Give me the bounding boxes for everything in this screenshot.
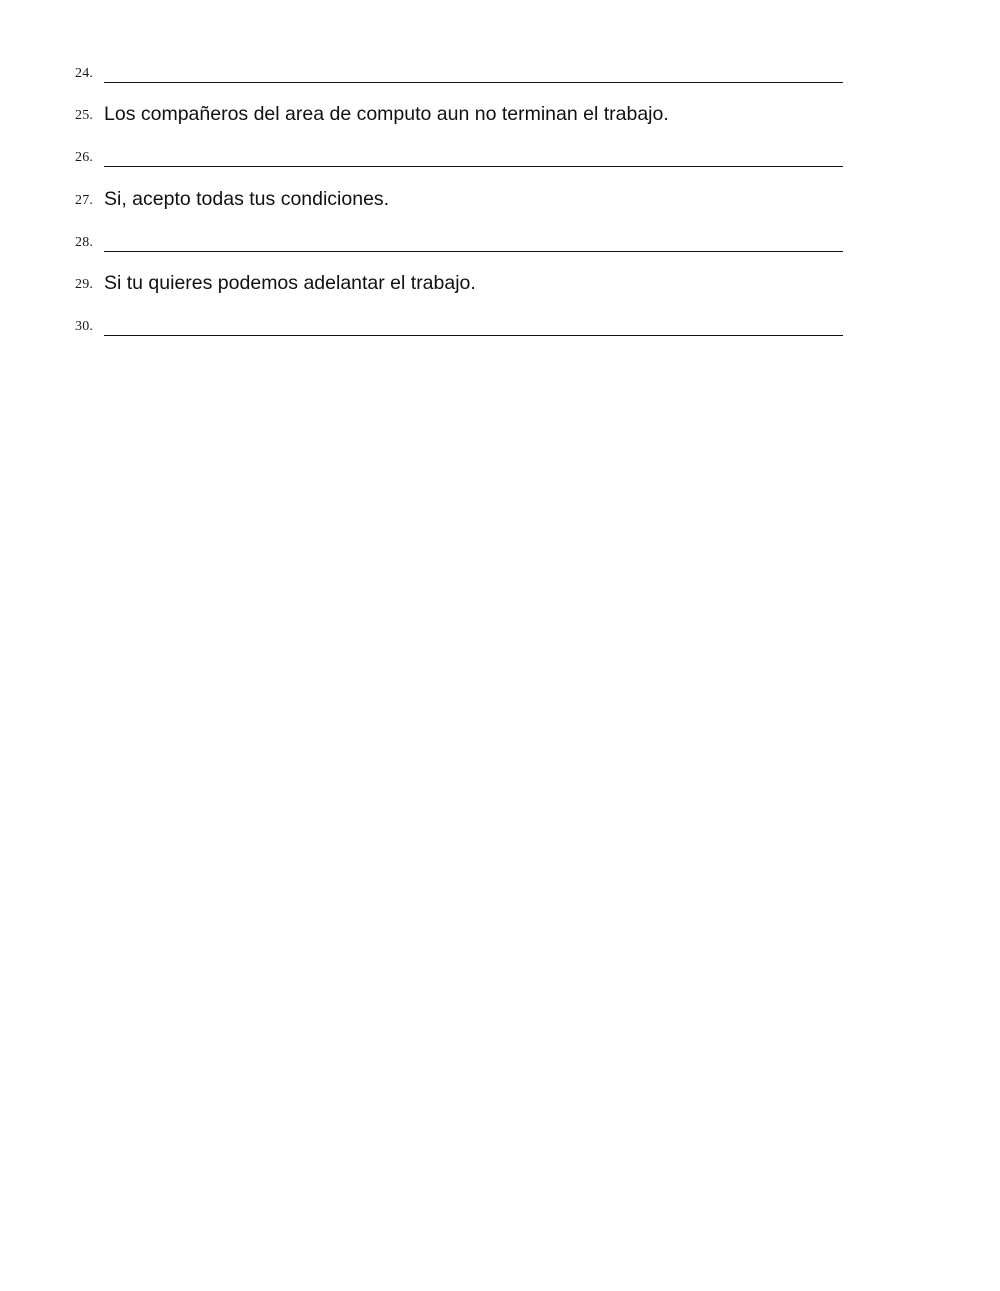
item-30 bbox=[0, 305, 1000, 339]
item-sentence: Los compañeros del area de computo aun no terminan el trabajo. bbox=[104, 103, 669, 125]
item-number: 30. bbox=[75, 319, 94, 334]
answer-blank[interactable] bbox=[104, 335, 843, 336]
item-24 bbox=[0, 52, 1000, 86]
item-26 bbox=[0, 136, 1000, 170]
item-number: 28. bbox=[75, 235, 94, 250]
item-sentence: Si tu quieres podemos adelantar el trabajo. bbox=[104, 272, 476, 294]
answer-blank[interactable] bbox=[104, 251, 843, 252]
item-number: 26. bbox=[75, 150, 94, 165]
item-28 bbox=[0, 221, 1000, 255]
item-number: 27. bbox=[75, 193, 94, 208]
item-number: 29. bbox=[75, 277, 94, 292]
item-number: 25. bbox=[75, 108, 94, 123]
item-number: 24. bbox=[75, 66, 94, 81]
item-29 bbox=[0, 263, 1000, 297]
item-25 bbox=[0, 94, 1000, 128]
item-27 bbox=[0, 179, 1000, 213]
answer-blank[interactable] bbox=[104, 82, 843, 83]
answer-blank[interactable] bbox=[104, 166, 843, 167]
item-sentence: Si, acepto todas tus condiciones. bbox=[104, 188, 390, 210]
